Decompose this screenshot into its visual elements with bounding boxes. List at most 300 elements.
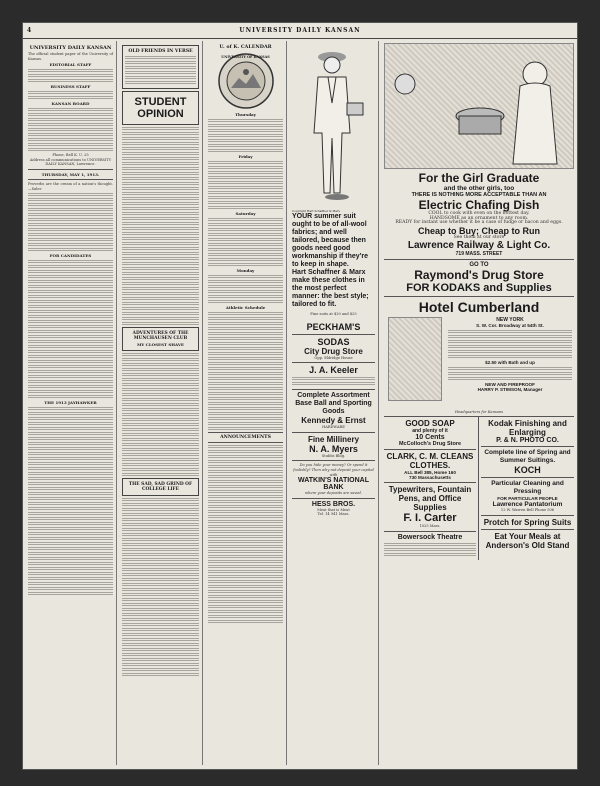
text-line-placeholder: [28, 128, 113, 131]
text-line-placeholder: [122, 172, 199, 175]
millinery-label: Fine Millinery: [307, 434, 360, 444]
text-line-placeholder: [384, 553, 476, 556]
text-line-placeholder: [28, 592, 113, 595]
text-line-placeholder: [208, 290, 283, 293]
text-line-placeholder: [122, 638, 199, 641]
text-line-placeholder: [28, 113, 113, 116]
text-line-placeholder: [208, 465, 283, 468]
kennedy-sub: HARDWARE: [322, 425, 345, 430]
text-line-placeholder: [122, 518, 199, 521]
hotel-city: NEW YORK: [496, 317, 524, 324]
nothing-more: THERE IS NOTHING MORE ACCEPTABLE THAN AN: [411, 192, 547, 198]
text-line-placeholder: [122, 252, 199, 255]
text-line-placeholder: [28, 198, 113, 201]
text-line-placeholder: [122, 598, 199, 601]
dateline: THURSDAY, MAY 1, 1913.: [41, 171, 100, 177]
clark-ad: [384, 450, 476, 483]
text-line-placeholder: [208, 191, 283, 194]
day-saturday: Saturday: [235, 211, 256, 216]
text-line-placeholder: [122, 157, 199, 160]
text-line-placeholder: [208, 505, 283, 508]
text-line-placeholder: [122, 658, 199, 661]
text-line-placeholder: [208, 585, 283, 588]
soap-headline: GOOD SOAP: [405, 419, 455, 429]
text-line-placeholder: [28, 355, 113, 358]
text-line-placeholder: [122, 528, 199, 531]
hotel-manager: HARRY P. STIMSON, Manager: [477, 387, 543, 393]
hess-bros-ad: [292, 499, 375, 519]
old-friends-heading: OLD FRIENDS IN VERSE: [128, 49, 193, 54]
watkins-name: WATKIN'S NATIONAL BANK: [297, 477, 369, 492]
text-line-placeholder: [122, 322, 199, 325]
text-line-placeholder: [208, 455, 283, 458]
girl-graduate-headline: For the Girl Graduate: [418, 171, 540, 185]
text-line-placeholder: [122, 287, 199, 290]
text-line-placeholder: [122, 653, 199, 656]
text-line-placeholder: [28, 260, 113, 263]
masthead: [23, 25, 577, 39]
text-line-placeholder: [28, 265, 113, 268]
myers-ad: [292, 433, 375, 462]
text-line-placeholder: [28, 233, 113, 236]
text-line-placeholder: [208, 590, 283, 593]
text-line-placeholder: [122, 127, 199, 130]
text-line-placeholder: [122, 162, 199, 165]
text-line-placeholder: [208, 327, 283, 330]
text-line-placeholder: [122, 553, 199, 556]
text-line-placeholder: [122, 363, 199, 366]
text-line-placeholder: [28, 79, 113, 82]
clark-headline: CLARK, C. M. CLEANS CLOTHES.: [386, 452, 474, 471]
text-line-placeholder: [28, 577, 113, 580]
text-line-placeholder: [208, 275, 283, 278]
text-line-placeholder: [122, 292, 199, 295]
text-line-placeholder: [28, 320, 113, 323]
text-line-placeholder: [28, 522, 113, 525]
text-line-placeholder: [384, 543, 476, 546]
pn-photo-name: P. & N. PHOTO CO.: [496, 437, 559, 445]
text-line-placeholder: [448, 367, 572, 370]
text-line-placeholder: [208, 196, 283, 199]
text-line-placeholder: [28, 213, 113, 216]
text-line-placeholder: [208, 139, 283, 142]
hotel-cumberland-ad: [384, 297, 574, 417]
text-line-placeholder: [208, 402, 283, 405]
carter-name: F. I. Carter: [403, 512, 457, 525]
text-line-placeholder: [28, 582, 113, 585]
text-line-placeholder: [122, 182, 199, 185]
page-number: 4: [27, 27, 33, 34]
text-line-placeholder: [208, 342, 283, 345]
day-thursday: Thursday: [235, 112, 256, 117]
text-line-placeholder: [122, 583, 199, 586]
text-line-placeholder: [28, 542, 113, 545]
sodas-label: SODAS: [317, 336, 350, 347]
text-line-placeholder: [122, 648, 199, 651]
text-line-placeholder: [122, 307, 199, 310]
pn-photo-ad: [481, 417, 574, 447]
text-line-placeholder: [208, 149, 283, 152]
text-line-placeholder: [28, 310, 113, 313]
text-line-placeholder: [122, 423, 199, 426]
text-line-placeholder: [28, 96, 113, 99]
text-line-placeholder: [122, 663, 199, 666]
text-line-placeholder: [122, 523, 199, 526]
seal-text: UNIVERSITY OF KANSAS: [221, 55, 270, 59]
text-line-placeholder: [122, 588, 199, 591]
calendar-heading: U. of K. CALENDAR: [219, 44, 272, 50]
text-line-placeholder: [122, 232, 199, 235]
hotel-name: Hotel Cumberland: [418, 299, 540, 316]
text-line-placeholder: [122, 473, 199, 476]
text-line-placeholder: [122, 533, 199, 536]
text-line-placeholder: [208, 535, 283, 538]
peckhams-ad: PECKHAM'S: [292, 320, 375, 335]
column-ads-right: [381, 41, 577, 765]
athletic-heading: Athletic Schedule: [225, 305, 266, 310]
text-line-placeholder: [122, 603, 199, 606]
editorial-staff-heading: EDITORIAL STAFF: [49, 62, 92, 68]
bowersock-ad: [384, 532, 476, 560]
copyright-note: Copyright Hart Schaffner & Marx: [292, 209, 340, 213]
text-line-placeholder: [28, 108, 113, 111]
text-line-placeholder: [208, 475, 283, 478]
suit-price: Fine suits at $20 and $25: [310, 312, 357, 316]
text-line-placeholder: [208, 280, 283, 283]
text-line-placeholder: [125, 81, 196, 84]
text-line-placeholder: [292, 382, 375, 385]
text-line-placeholder: [122, 673, 199, 676]
text-line-placeholder: [208, 417, 283, 420]
clothing-ad-illustration: [292, 43, 375, 213]
column-calendar: [205, 41, 287, 765]
girl-graduate-sub: and the other girls, too: [443, 185, 515, 192]
handsome-copy: HANDSOME as an ornament to any room.: [429, 215, 529, 221]
text-line-placeholder: [28, 138, 113, 141]
text-line-placeholder: [208, 312, 283, 315]
text-line-placeholder: [208, 407, 283, 410]
text-line-placeholder: [208, 218, 283, 221]
text-line-placeholder: [28, 507, 113, 510]
text-line-placeholder: [208, 337, 283, 340]
text-line-placeholder: [208, 580, 283, 583]
text-line-placeholder: [125, 76, 196, 79]
text-line-placeholder: [28, 91, 113, 94]
text-line-placeholder: [208, 530, 283, 533]
raymond-name: Raymond's Drug Store: [414, 268, 544, 283]
text-line-placeholder: [122, 443, 199, 446]
text-line-placeholder: [28, 457, 113, 460]
masthead-title: UNIVERSITY DAILY KANSAN: [239, 27, 361, 34]
text-line-placeholder: [122, 463, 199, 466]
clark-phone: ALL Bell 385, Home 160: [404, 470, 456, 476]
text-line-placeholder: [28, 547, 113, 550]
kansan-board-heading: KANSAN BOARD: [51, 101, 90, 107]
text-line-placeholder: [208, 490, 283, 493]
hsm-name: Hart Schaffner & Marx: [292, 269, 366, 276]
text-line-placeholder: [122, 272, 199, 275]
text-line-placeholder: [28, 527, 113, 530]
text-line-placeholder: [208, 171, 283, 174]
soap-sub: and plenty of it: [412, 428, 448, 435]
text-line-placeholder: [208, 372, 283, 375]
text-line-placeholder: [125, 71, 196, 74]
text-line-placeholder: [292, 377, 375, 380]
text-line-placeholder: [28, 567, 113, 570]
text-line-placeholder: [122, 312, 199, 315]
text-line-placeholder: [125, 66, 196, 69]
text-line-placeholder: [122, 433, 199, 436]
text-line-placeholder: [28, 345, 113, 348]
kennedy-ernst-ad: [292, 390, 375, 433]
hess-name: HESS BROS.: [311, 500, 356, 508]
phone-line: Phone, Bell K. U. 25: [52, 153, 89, 158]
text-line-placeholder: [122, 207, 199, 210]
text-line-placeholder: [208, 387, 283, 390]
text-line-placeholder: [28, 228, 113, 231]
text-line-placeholder: [208, 595, 283, 598]
text-line-placeholder: [122, 633, 199, 636]
text-line-placeholder: [28, 442, 113, 445]
text-line-placeholder: [28, 492, 113, 495]
text-line-placeholder: [122, 538, 199, 541]
text-line-placeholder: [208, 460, 283, 463]
text-line-placeholder: [208, 540, 283, 543]
protch-copy: Protch for Spring Suits: [483, 517, 572, 527]
hess-tel: Tel. 14 941 Mass.: [317, 512, 350, 517]
text-line-placeholder: [448, 330, 572, 333]
hotel-new: NEW AND FIREPROOF: [485, 382, 535, 388]
text-line-placeholder: [28, 502, 113, 505]
text-line-placeholder: [208, 362, 283, 365]
opinion-line-1: STUDENT: [134, 96, 187, 108]
munchausen-heading: ADVENTURES OF THE MUNCHAUSEN CLUB: [132, 331, 189, 341]
text-line-placeholder: [122, 142, 199, 145]
eat-meals-copy: Eat Your Meals at Anderson's Old Stand: [485, 531, 570, 550]
mccolloch-ad: [384, 417, 476, 450]
text-line-placeholder: [208, 357, 283, 360]
text-line-placeholder: [208, 161, 283, 164]
text-line-placeholder: [122, 297, 199, 300]
text-line-placeholder: [122, 458, 199, 461]
jayhawker-heading: THE 1913 JAYHAWKER: [44, 400, 97, 406]
text-line-placeholder: [208, 129, 283, 132]
text-line-placeholder: [122, 453, 199, 456]
text-line-placeholder: [28, 587, 113, 590]
text-line-placeholder: [125, 61, 196, 64]
text-line-placeholder: [122, 513, 199, 516]
text-line-placeholder: [28, 148, 113, 151]
watkins-bank-ad: [292, 461, 375, 498]
text-line-placeholder: [122, 282, 199, 285]
text-line-placeholder: [208, 610, 283, 613]
pantatorium-name: Lawrence Pantatorium: [492, 501, 563, 509]
ads-grid-left: [384, 417, 479, 560]
text-line-placeholder: [28, 370, 113, 373]
candidates-heading: FOR CANDIDATES: [49, 253, 92, 259]
day-friday: Friday: [238, 154, 253, 159]
text-line-placeholder: [28, 335, 113, 338]
announcements-heading: ANNOUNCEMENTS: [220, 435, 271, 440]
text-line-placeholder: [28, 537, 113, 540]
particular-cleaning: Particular Cleaning and Pressing: [491, 480, 564, 496]
text-line-placeholder: [28, 340, 113, 343]
text-line-placeholder: [28, 305, 113, 308]
text-line-placeholder: [208, 166, 283, 169]
text-line-placeholder: [208, 377, 283, 380]
text-line-placeholder: [208, 445, 283, 448]
text-line-placeholder: [208, 233, 283, 236]
day-monday: Monday: [236, 268, 255, 273]
drug-store-sub: Opp. Eldridge House: [314, 355, 353, 360]
kodaks-copy: FOR KODAKS and Supplies: [406, 282, 552, 295]
text-line-placeholder: [208, 258, 283, 261]
text-line-placeholder: [28, 422, 113, 425]
text-line-placeholder: [28, 325, 113, 328]
text-line-placeholder: [208, 119, 283, 122]
text-line-placeholder: [122, 563, 199, 566]
text-line-placeholder: [28, 572, 113, 575]
text-line-placeholder: [28, 532, 113, 535]
text-line-placeholder: [122, 242, 199, 245]
watkins-tail: where your deposits are saved.: [305, 491, 362, 496]
student-opinion-banner: [122, 91, 199, 125]
cheap-headline: Cheap to Buy; Cheap to Run: [418, 225, 540, 236]
text-line-placeholder: [28, 193, 113, 196]
munchausen-box: [122, 327, 199, 351]
text-line-placeholder: [122, 613, 199, 616]
text-line-placeholder: [448, 350, 572, 353]
text-line-placeholder: [448, 340, 572, 343]
text-line-placeholder: [28, 223, 113, 226]
text-line-placeholder: [28, 285, 113, 288]
text-line-placeholder: [122, 147, 199, 150]
text-line-placeholder: [122, 503, 199, 506]
text-line-placeholder: [28, 557, 113, 560]
text-line-placeholder: [208, 550, 283, 553]
text-line-placeholder: [28, 497, 113, 500]
text-line-placeholder: [28, 487, 113, 490]
text-line-placeholder: [208, 555, 283, 558]
column-opinion: [119, 41, 203, 765]
text-line-placeholder: [122, 132, 199, 135]
anderson-ad: [481, 530, 574, 552]
text-line-placeholder: [448, 377, 572, 380]
business-staff-heading: BUSINESS STAFF: [50, 84, 91, 90]
text-line-placeholder: [122, 643, 199, 646]
text-line-placeholder: [28, 447, 113, 450]
text-line-placeholder: [122, 468, 199, 471]
text-line-placeholder: [208, 176, 283, 179]
text-line-placeholder: [208, 367, 283, 370]
text-line-placeholder: [122, 217, 199, 220]
address-line: Address all communications to UNIVERSITY DAILY KANSAN, Lawrence.: [29, 157, 112, 167]
protch-ad: [481, 516, 574, 530]
text-line-placeholder: [28, 360, 113, 363]
text-line-placeholder: [122, 438, 199, 441]
ads-grid: [384, 417, 574, 560]
text-line-placeholder: [122, 593, 199, 596]
text-line-placeholder: [208, 144, 283, 147]
text-line-placeholder: [122, 373, 199, 376]
text-line-placeholder: [208, 615, 283, 618]
city-drug-ad: [292, 335, 375, 364]
text-line-placeholder: [208, 605, 283, 608]
intro-text: The official student paper of the University of Kansas.: [28, 52, 113, 61]
lawrence-railway-address: 719 MASS. STREET: [455, 251, 503, 258]
text-line-placeholder: [28, 290, 113, 293]
college-life-box: [122, 478, 199, 496]
text-line-placeholder: [208, 300, 283, 303]
bowersock-name: Bowersock Theatre: [397, 533, 463, 541]
koch-ad: [481, 447, 574, 478]
baseball-copy: Complete Assortment Base Ball and Sporting Goods: [295, 392, 372, 416]
text-line-placeholder: [28, 552, 113, 555]
keeler-name: J. A. Keeler: [309, 365, 358, 376]
soap-price: 10 Cents: [415, 434, 445, 442]
text-line-placeholder: [122, 508, 199, 511]
hotel-illustration: [388, 317, 442, 401]
text-line-placeholder: [208, 560, 283, 563]
text-line-placeholder: [28, 300, 113, 303]
complete-line-copy: Complete line of Spring and Summer Suitings.: [484, 449, 571, 465]
text-line-placeholder: [122, 623, 199, 626]
text-line-placeholder: [208, 422, 283, 425]
text-line-placeholder: [122, 267, 199, 270]
text-line-placeholder: [28, 427, 113, 430]
text-line-placeholder: [28, 295, 113, 298]
text-line-placeholder: [122, 428, 199, 431]
text-line-placeholder: [208, 186, 283, 189]
text-line-placeholder: [122, 608, 199, 611]
text-line-placeholder: [28, 472, 113, 475]
mccolloch-name: McColloch's Drug Store: [398, 441, 462, 448]
text-line-placeholder: [28, 330, 113, 333]
text-line-placeholder: [28, 243, 113, 246]
text-line-placeholder: [122, 152, 199, 155]
text-line-placeholder: [122, 277, 199, 280]
particular-sub: FOR PARTICULAR PEOPLE: [497, 496, 558, 502]
koch-name: KOCH: [514, 465, 541, 476]
carter-ad: [384, 483, 476, 532]
text-line-placeholder: [122, 408, 199, 411]
munchausen-subheading: MY CLOSEST SHAVE: [137, 342, 184, 347]
text-line-placeholder: [208, 352, 283, 355]
text-line-placeholder: [28, 208, 113, 211]
text-line-placeholder: [28, 517, 113, 520]
text-line-placeholder: [208, 515, 283, 518]
text-line-placeholder: [28, 133, 113, 136]
text-line-placeholder: [28, 118, 113, 121]
text-line-placeholder: [122, 568, 199, 571]
text-line-placeholder: [122, 187, 199, 190]
pantatorium-ad: [481, 478, 574, 516]
text-line-placeholder: [28, 380, 113, 383]
text-line-placeholder: [125, 56, 196, 59]
drug-store-label: City Drug Store: [304, 346, 363, 356]
kennedy-name: Kennedy & Ernst: [301, 416, 366, 426]
hotel-headquarters: Headquarters for Kansans: [454, 409, 504, 414]
ads-grid-right: [479, 417, 574, 560]
text-line-placeholder: [28, 69, 113, 72]
text-line-placeholder: [208, 238, 283, 241]
text-line-placeholder: [122, 448, 199, 451]
text-line-placeholder: [122, 378, 199, 381]
text-line-placeholder: [122, 558, 199, 561]
text-line-placeholder: [28, 143, 113, 146]
text-line-placeholder: [208, 427, 283, 430]
text-line-placeholder: [28, 482, 113, 485]
